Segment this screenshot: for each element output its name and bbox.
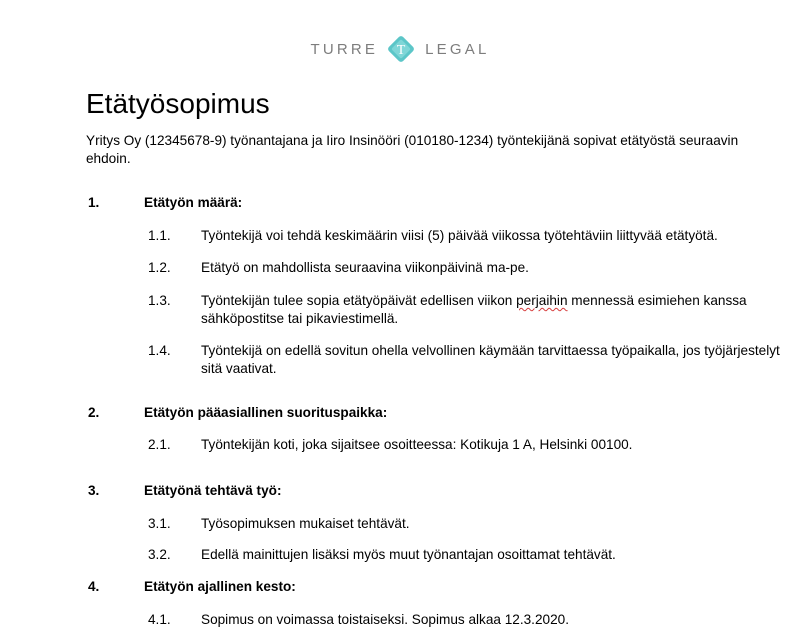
- clause-text: Etätyö on mahdollista seuraavina viikonpäivinä ma-pe.: [201, 260, 529, 275]
- section-label: Etätyön ajallinen kesto:: [144, 579, 296, 594]
- logo-mark-letter: T: [396, 43, 406, 58]
- clause-text: Työsopimuksen mukaiset tehtävät.: [201, 516, 410, 531]
- logo-diamond-icon: [384, 32, 418, 66]
- section-label: Etätyön määrä:: [144, 195, 243, 210]
- section-number: 4.: [88, 579, 100, 594]
- section-number: 1.: [88, 195, 100, 210]
- document-title: Etätyösopimus: [86, 88, 270, 119]
- clause-text: Sopimus on voimassa toistaiseksi. Sopimus alkaa 12.3.2020.: [201, 612, 569, 627]
- clause-text: Työntekijän koti, joka sijaitsee osoitteessa: Kotikuja 1 A, Helsinki 00100.: [201, 437, 633, 452]
- clause-text: Työntekijä voi tehdä keskimäärin viisi (5) päivää viikossa työtehtäviin liittyvää etätyötä.: [201, 228, 718, 243]
- clause-number: 4.1.: [148, 612, 171, 627]
- clause-number: 3.1.: [148, 516, 171, 531]
- clause-number: 1.4.: [148, 343, 171, 358]
- clause-number: 1.3.: [148, 293, 171, 308]
- clause-text: Edellä mainittujen lisäksi myös muut työnantajan osoittamat tehtävät.: [201, 547, 616, 562]
- clause-number: 1.2.: [148, 260, 171, 275]
- logo-word-left: TURRE: [310, 40, 379, 58]
- clause-number: 3.2.: [148, 547, 171, 562]
- company-logo: [0, 32, 800, 66]
- section-label: Etätyön pääasiallinen suorituspaikka:: [144, 405, 388, 420]
- section-label: Etätyönä tehtävä työ:: [144, 483, 282, 498]
- clause-text: Työntekijän tulee sopia etätyöpäivät edellisen viikon perjaihin mennessä esimiehen kanssa sähköpostitse tai pikaviestimellä.: [201, 293, 747, 326]
- spellcheck-flagged-word[interactable]: perjaihin: [516, 293, 568, 308]
- intro-paragraph: Yritys Oy (12345678-9) työnantajana ja Iiro Insinööri (010180-1234) työntekijänä sopivat etätyöstä seuraavin ehdoin.: [86, 133, 739, 166]
- clause-number: 2.1.: [148, 437, 171, 452]
- clause-number: 1.1.: [148, 228, 171, 243]
- clause-text: Työntekijä on edellä sovitun ohella velvollinen käymään tarvittaessa työpaikalla, jos työjärjestelyt sitä vaativat.: [201, 343, 780, 376]
- section-number: 3.: [88, 483, 100, 498]
- logo-word-right: LEGAL: [425, 40, 490, 58]
- section-number: 2.: [88, 405, 100, 420]
